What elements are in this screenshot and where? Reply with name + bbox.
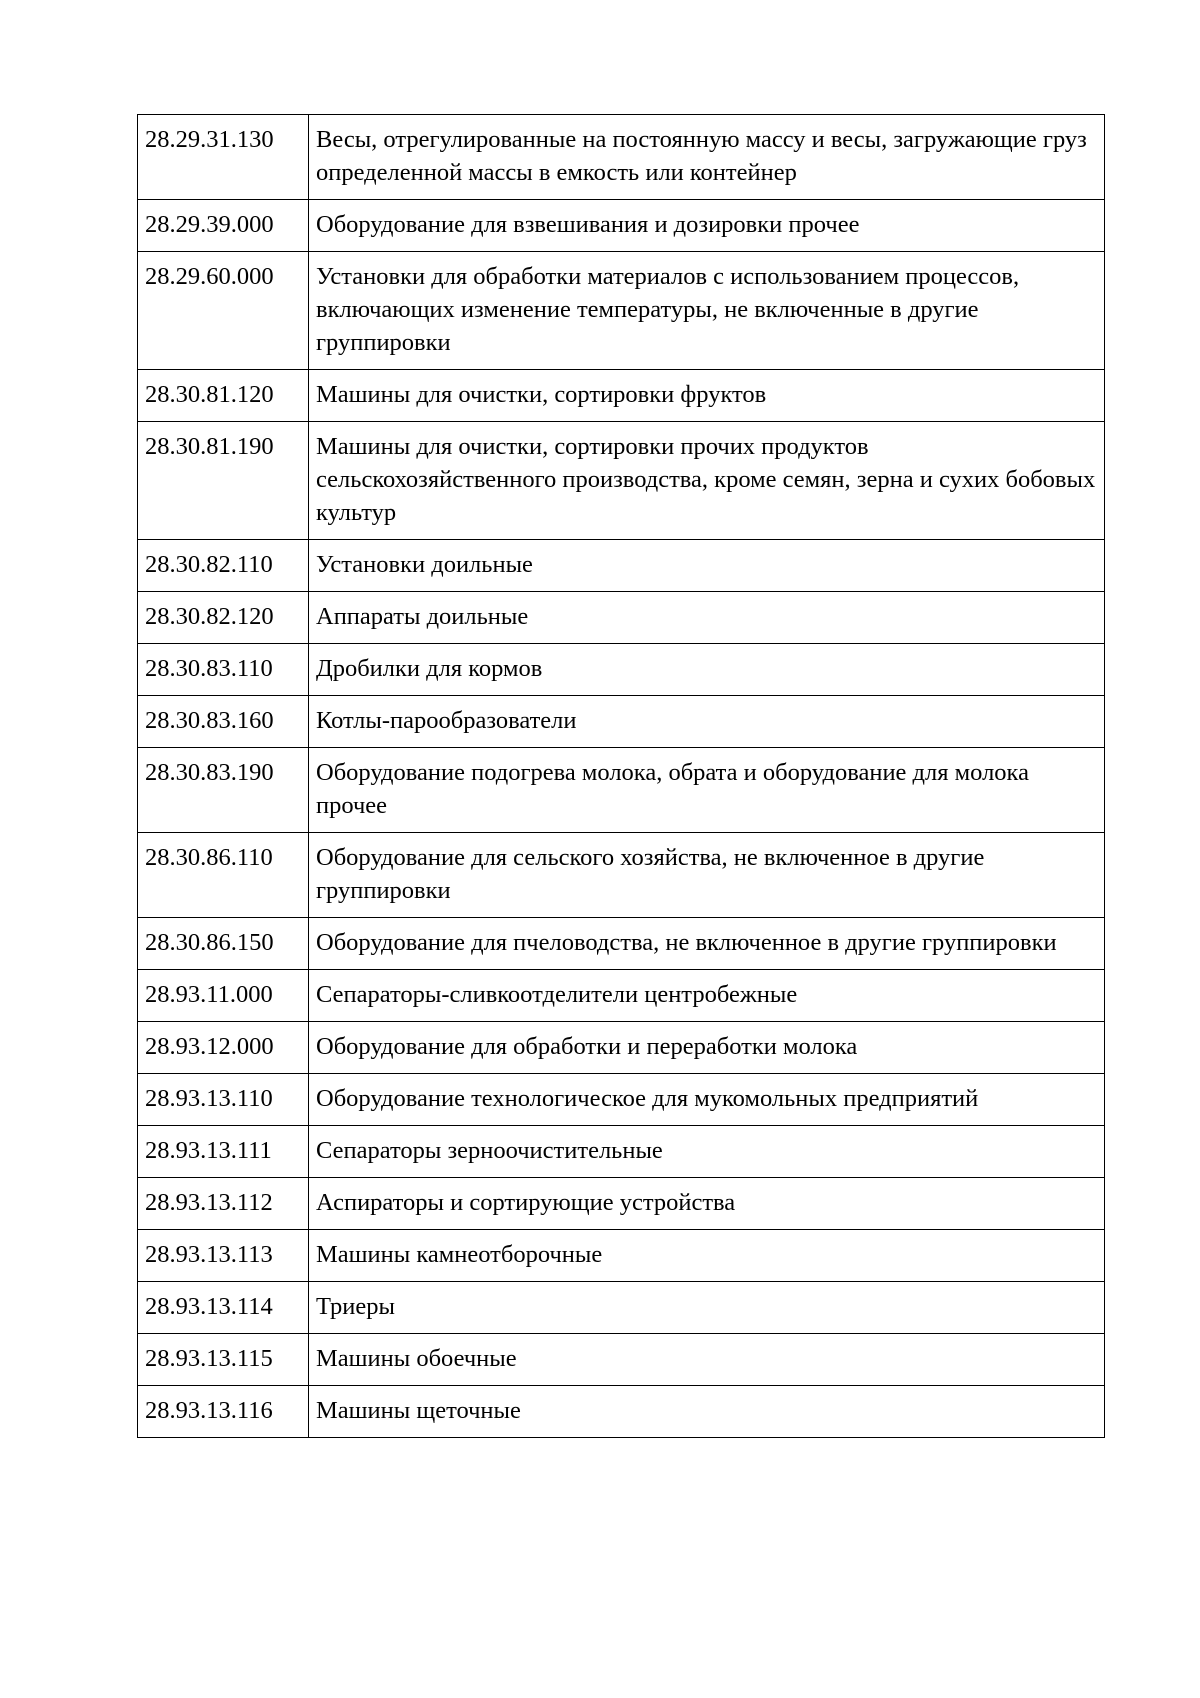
table-row — [138, 748, 1105, 833]
code-cell: 28.93.13.116 — [138, 1386, 309, 1438]
code-cell: 28.93.12.000 — [138, 1022, 309, 1074]
code-cell: 28.29.31.130 — [138, 115, 309, 200]
code-cell: 28.93.13.111 — [138, 1126, 309, 1178]
code-cell: 28.30.81.190 — [138, 422, 309, 540]
code-cell: 28.30.83.190 — [138, 748, 309, 833]
code-cell: 28.30.86.150 — [138, 918, 309, 970]
table-row — [138, 1386, 1105, 1438]
table-row — [138, 833, 1105, 918]
table-row — [138, 115, 1105, 200]
code-cell: 28.30.83.110 — [138, 644, 309, 696]
name-cell: Оборудование для сельского хозяйства, не включенное в другие группировки — [309, 833, 1105, 918]
name-cell: Машины для очистки, сортировки прочих продуктов сельскохозяйственного производства, кроме семян, зерна и сухих бобовых культур — [309, 422, 1105, 540]
table-row — [138, 540, 1105, 592]
code-cell: 28.93.13.112 — [138, 1178, 309, 1230]
table-row — [138, 1074, 1105, 1126]
name-cell: Оборудование для взвешивания и дозировки прочее — [309, 200, 1105, 252]
name-cell: Сепараторы зерноочистительные — [309, 1126, 1105, 1178]
table-row — [138, 422, 1105, 540]
table-row — [138, 696, 1105, 748]
code-cell: 28.29.39.000 — [138, 200, 309, 252]
code-cell: 28.93.13.115 — [138, 1334, 309, 1386]
table-row — [138, 644, 1105, 696]
code-cell: 28.93.13.114 — [138, 1282, 309, 1334]
name-cell: Аспираторы и сортирующие устройства — [309, 1178, 1105, 1230]
name-cell: Установки для обработки материалов с использованием процессов, включающих изменение температуры, не включенные в другие группировки — [309, 252, 1105, 370]
table-row — [138, 1178, 1105, 1230]
name-cell: Аппараты доильные — [309, 592, 1105, 644]
table-row — [138, 1022, 1105, 1074]
name-cell: Оборудование технологическое для мукомольных предприятий — [309, 1074, 1105, 1126]
code-cell: 28.30.86.110 — [138, 833, 309, 918]
table-row — [138, 970, 1105, 1022]
name-cell: Сепараторы-сливкоотделители центробежные — [309, 970, 1105, 1022]
name-cell: Триеры — [309, 1282, 1105, 1334]
name-cell: Оборудование для обработки и переработки молока — [309, 1022, 1105, 1074]
name-cell: Машины щеточные — [309, 1386, 1105, 1438]
code-cell: 28.93.13.113 — [138, 1230, 309, 1282]
name-cell: Машины обоечные — [309, 1334, 1105, 1386]
code-cell: 28.93.11.000 — [138, 970, 309, 1022]
code-cell: 28.30.81.120 — [138, 370, 309, 422]
code-cell: 28.30.83.160 — [138, 696, 309, 748]
name-cell: Машины для очистки, сортировки фруктов — [309, 370, 1105, 422]
name-cell: Оборудование подогрева молока, обрата и оборудование для молока прочее — [309, 748, 1105, 833]
name-cell: Весы, отрегулированные на постоянную массу и весы, загружающие груз определенной массы в емкость или контейнер — [309, 115, 1105, 200]
code-cell: 28.93.13.110 — [138, 1074, 309, 1126]
name-cell: Дробилки для кормов — [309, 644, 1105, 696]
table-row — [138, 370, 1105, 422]
table-row — [138, 1230, 1105, 1282]
table-row — [138, 1282, 1105, 1334]
table-row — [138, 592, 1105, 644]
table-row — [138, 200, 1105, 252]
name-cell: Установки доильные — [309, 540, 1105, 592]
okpd-code-table — [137, 114, 1105, 1438]
table-row — [138, 1126, 1105, 1178]
code-cell: 28.29.60.000 — [138, 252, 309, 370]
name-cell: Котлы-парообразователи — [309, 696, 1105, 748]
code-cell: 28.30.82.110 — [138, 540, 309, 592]
table-row — [138, 252, 1105, 370]
name-cell: Оборудование для пчеловодства, не включенное в другие группировки — [309, 918, 1105, 970]
name-cell: Машины камнеотборочные — [309, 1230, 1105, 1282]
code-cell: 28.30.82.120 — [138, 592, 309, 644]
table-row — [138, 1334, 1105, 1386]
table-body — [138, 115, 1105, 1438]
table-row — [138, 918, 1105, 970]
